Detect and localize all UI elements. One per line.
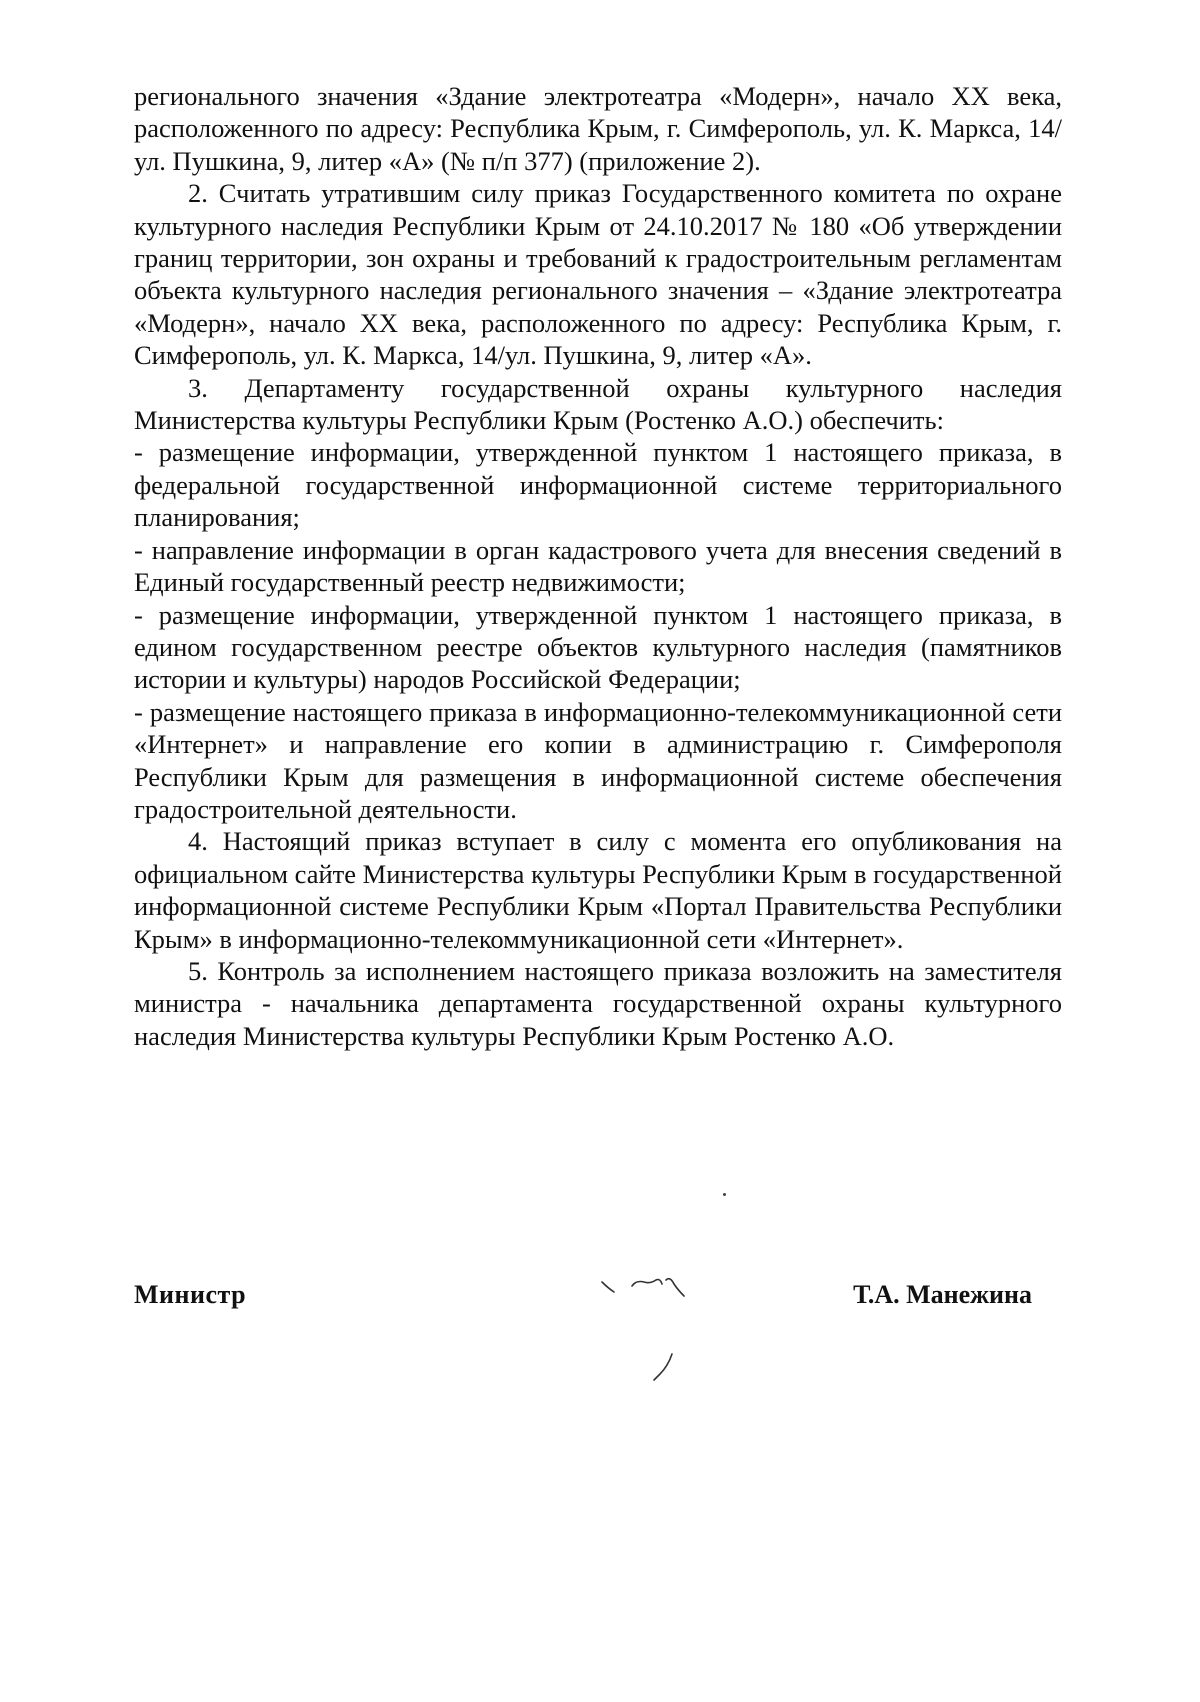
scan-speck — [723, 1193, 726, 1196]
bullet-item-3-3: - размещение информации, утвержденной пунктом 1 настоящего приказа, в едином государственном реестре объектов культурного наследия (памятников истории и культуры) народов Российской Федерации; — [134, 599, 1062, 695]
paragraph-continuation: регионального значения «Здание электротеатра «Модерн», начало XX века, расположенного по адресу: Республика Крым, г. Симферополь, ул. К. Маркса, 14/ул. Пушкина, 9, литер «А» (№ п/п 377) (приложение 2). — [134, 81, 1062, 176]
paragraph-item-3: 3. Департаменту государственной охраны культурного наследия Министерства культуры Республики Крым (Ростенко А.О.) обеспечить: — [134, 372, 1062, 436]
signature-block — [134, 1280, 1062, 1400]
bullet-item-3-2: - направление информации в орган кадастрового учета для внесения сведений в Единый государственный реестр недвижимости; — [134, 534, 1062, 598]
signer-name: Т.А. Манежина — [853, 1280, 1032, 1309]
signer-position: Министр — [134, 1280, 247, 1309]
bullet-item-3-4: - размещение настоящего приказа в информационно-телекоммуникационной сети «Интернет» и направление его копии в администрацию г. Симферополя Республики Крым для размещения в информационной системе обеспечения градостроительной деятельности. — [134, 696, 1062, 824]
bullet-item-3-1: - размещение информации, утвержденной пунктом 1 настоящего приказа, в федеральной государственной информационной системе территориального планирования; — [134, 437, 1062, 533]
handwritten-signature — [574, 1262, 734, 1392]
document-body — [134, 80, 1062, 1052]
paragraph-item-4: 4. Настоящий приказ вступает в силу с момента его опубликования на официальном сайте Министерства культуры Республики Крым в государственной информационной системе Республики Крым «Портал Правительства Республики Крым» в информационно-телекоммуникационной сети «Интернет». — [134, 826, 1062, 954]
paragraph-item-5: 5. Контроль за исполнением настоящего приказа возложить на заместителя министра - начальника департамента государственной охраны культурного наследия Министерства культуры Республики Крым Ростенко А.О. — [134, 955, 1062, 1051]
paragraph-item-2: 2. Считать утратившим силу приказ Государственного комитета по охране культурного наследия Республики Крым от 24.10.2017 № 180 «Об утверждении границ территории, зон охраны и требований к градостроительным регламентам объекта культурного наследия регионального значения – «Здание электротеатра «Модерн», начало XX века, расположенного по адресу: Республика Крым, г. Симферополь, ул. К. Маркса, 14/ул. Пушкина, 9, литер «А». — [134, 178, 1062, 371]
